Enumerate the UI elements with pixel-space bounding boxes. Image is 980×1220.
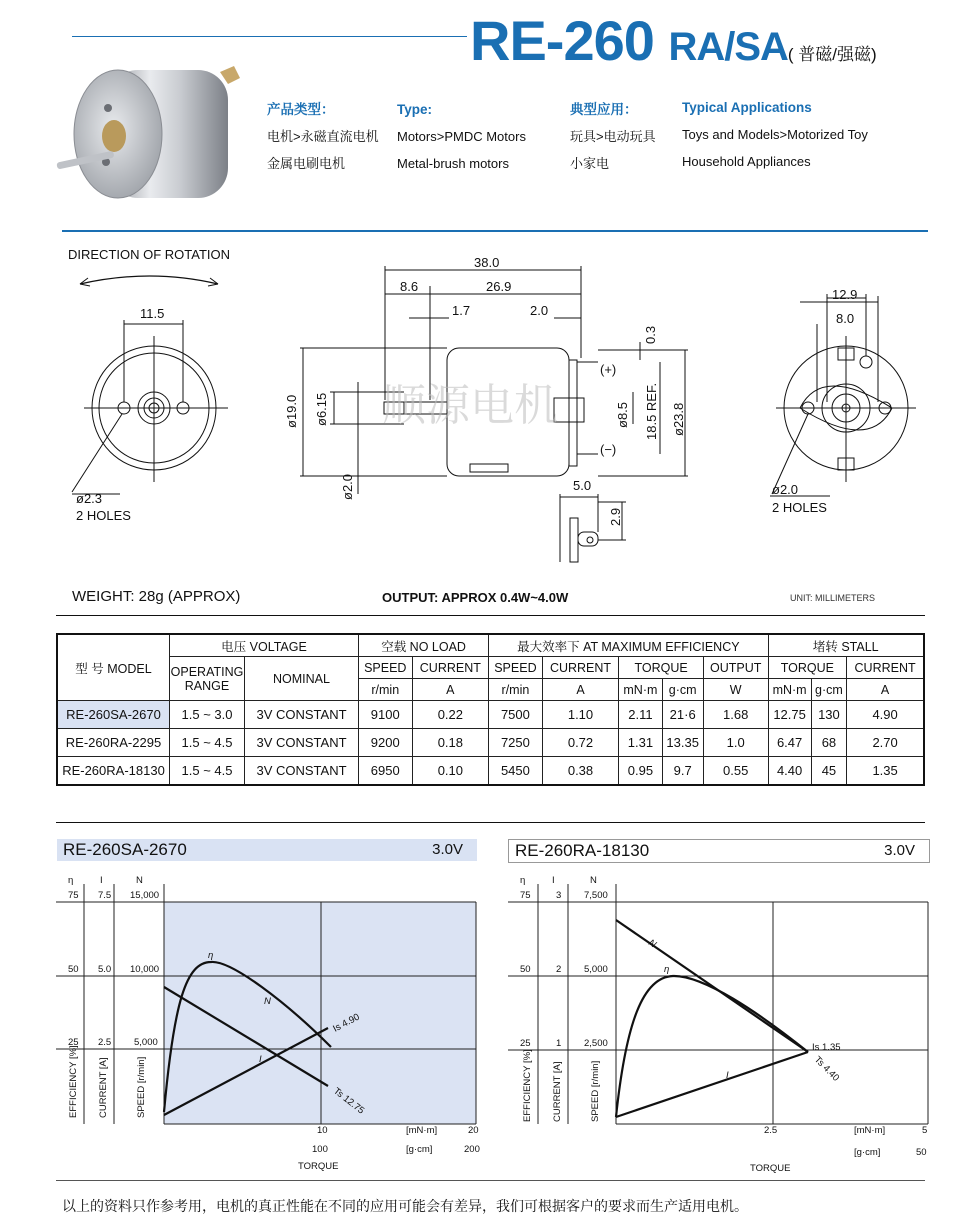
- x1-tick: 2.5: [764, 1125, 778, 1136]
- weight-text: WEIGHT: 28g (APPROX): [72, 588, 241, 605]
- applications-en: [682, 94, 868, 175]
- curve-i: I: [259, 1054, 262, 1065]
- table-cell: Metal-brush motors: [397, 156, 509, 171]
- curve-n: N: [646, 937, 659, 951]
- th-nominal: NOMINAL: [245, 657, 359, 701]
- cur-axis: CURRENT [A]: [98, 1057, 109, 1118]
- eta-tick: 50: [68, 964, 79, 975]
- table-cell: 0.22: [412, 701, 489, 729]
- th-model: 型 号 MODEL: [57, 634, 170, 701]
- th-speed: SPEED: [489, 657, 543, 679]
- table-cell: 小家电: [570, 156, 610, 171]
- table-cell: 0.18: [412, 729, 489, 757]
- table-row: [57, 701, 924, 729]
- right-holes-count: 2 HOLES: [772, 500, 827, 515]
- table-cell: 45: [811, 757, 847, 786]
- i-tick: 5.0: [98, 964, 112, 975]
- table-cell: 4.90: [847, 701, 924, 729]
- eff-axis: EFFICIENCY [%]: [68, 1045, 79, 1118]
- col-i: I: [552, 875, 555, 886]
- col-n: N: [590, 875, 597, 886]
- table-cell: 6.47: [768, 729, 811, 757]
- graphs-divider: [56, 822, 925, 823]
- output-text: OUTPUT: APPROX 0.4W~4.0W: [382, 590, 569, 605]
- table-cell: 3V CONSTANT: [245, 757, 359, 786]
- x1-tick: 20: [468, 1125, 479, 1136]
- unit-cell: g·cm: [811, 679, 847, 701]
- n-tick: 7,500: [584, 890, 608, 901]
- footer-rule: [56, 1180, 925, 1181]
- dim-19-0: ø19.0: [284, 394, 299, 428]
- table-cell: 130: [811, 701, 847, 729]
- table-cell: 0.95: [619, 757, 662, 786]
- table-cell: 1.5 ~ 3.0: [170, 701, 245, 729]
- table-cell: 6950: [359, 757, 413, 786]
- table-row: [57, 757, 924, 786]
- unit-cell: A: [847, 679, 924, 701]
- dim-5-0: 5.0: [573, 478, 592, 493]
- table-cell: RA/SA: [668, 25, 788, 69]
- th-current: CURRENT: [412, 657, 489, 679]
- applications-cn: [570, 96, 656, 177]
- x1-unit: [mN·m]: [854, 1125, 886, 1136]
- motor-photo: [48, 58, 248, 208]
- table-cell: 1.68: [703, 701, 768, 729]
- eta-tick: 25: [68, 1037, 79, 1048]
- dim-12-9: 12.9: [832, 287, 858, 302]
- dim-26-9: 26.9: [486, 279, 512, 294]
- page-title: [470, 8, 877, 73]
- table-cell: 金属电刷电机: [267, 156, 346, 171]
- unit-cell: A: [542, 679, 619, 701]
- table-cell: 3.0V: [884, 842, 915, 859]
- table-cell: Household Appliances: [682, 154, 811, 169]
- i-tick: 3: [556, 890, 562, 901]
- x-label: TORQUE: [298, 1161, 339, 1172]
- table-cell: OPERATING: [170, 664, 244, 679]
- i-tick: 7.5: [98, 890, 112, 901]
- x2-unit: [g·cm]: [406, 1144, 433, 1155]
- th-max-eff: 最大效率下 AT MAXIMUM EFFICIENCY: [489, 634, 768, 657]
- table-cell: 0.55: [703, 757, 768, 786]
- watermark: 顺源电机: [382, 381, 558, 430]
- graph1: [56, 872, 480, 1172]
- x-label: TORQUE: [750, 1163, 791, 1174]
- table-cell: 3V CONSTANT: [245, 729, 359, 757]
- th-voltage: 电压 VOLTAGE: [170, 634, 359, 657]
- table-cell: 5450: [489, 757, 543, 786]
- table-cell: Typical Applications: [682, 100, 812, 115]
- table-cell: Type:: [397, 102, 433, 117]
- table-cell: 7250: [489, 729, 543, 757]
- curve-n: N: [264, 996, 271, 1007]
- table-cell: 0.72: [542, 729, 619, 757]
- th-stall: 堵转 STALL: [768, 634, 924, 657]
- dim-8-5: ø8.5: [615, 401, 630, 428]
- table-cell: RE-260RA-2295: [57, 729, 170, 757]
- unit-text: UNIT: MILLIMETERS: [790, 593, 876, 603]
- eta-tick: 25: [520, 1038, 531, 1049]
- th-speed: SPEED: [359, 657, 413, 679]
- dimension-drawing: [0, 232, 980, 592]
- spd-axis: SPEED [r/min]: [590, 1060, 601, 1122]
- table-cell: 3.0V: [432, 841, 463, 858]
- table-cell: RE-260SA-2670: [63, 840, 187, 859]
- x2-tick: 50: [916, 1147, 927, 1158]
- table-cell: 1.5 ~ 4.5: [170, 729, 245, 757]
- table-cell: 4.40: [768, 757, 811, 786]
- left-holes-dia: ø2.3: [76, 491, 103, 506]
- header-rule: [72, 36, 467, 37]
- th-current: CURRENT: [542, 657, 619, 679]
- table-cell: RE-260: [470, 9, 654, 72]
- dim-38: 38.0: [474, 255, 500, 270]
- x2-tick: 100: [312, 1144, 328, 1155]
- table-cell: 2.70: [847, 729, 924, 757]
- ts-label: Ts 4.40: [811, 1054, 842, 1084]
- table-cell: 12.75: [768, 701, 811, 729]
- eta-tick: 75: [68, 890, 79, 901]
- n-tick: 15,000: [130, 890, 160, 901]
- spd-axis: SPEED [r/min]: [136, 1056, 147, 1118]
- n-tick: 5,000: [584, 964, 608, 975]
- table-cell: RE-260RA-18130: [57, 757, 170, 786]
- table-cell: RE-260RA-18130: [515, 841, 650, 860]
- table-cell: 1.0: [703, 729, 768, 757]
- curve-eta: η: [208, 950, 214, 961]
- graph2: [508, 872, 928, 1172]
- dim-8-0: 8.0: [836, 311, 855, 326]
- col-i: I: [100, 875, 103, 886]
- table-cell: 0.10: [412, 757, 489, 786]
- table-cell: 1.31: [619, 729, 662, 757]
- unit-cell: g·cm: [662, 679, 703, 701]
- table-cell: 9100: [359, 701, 413, 729]
- table-cell: 产品类型：: [267, 102, 335, 117]
- dim-0-3: 0.3: [643, 325, 658, 344]
- dim-18-5: 18.5 REF.: [644, 382, 659, 440]
- dim-1-7: 1.7: [452, 303, 471, 318]
- table-cell: ( 普磁/强磁): [787, 45, 877, 64]
- table-cell: 2.11: [619, 701, 662, 729]
- table-cell: RANGE: [184, 678, 230, 693]
- product-type-en: [397, 96, 526, 177]
- table-cell: 0.38: [542, 757, 619, 786]
- table-cell: 典型应用：: [570, 102, 638, 117]
- left-holes-count: 2 HOLES: [76, 508, 131, 523]
- eff-axis: EFFICIENCY [%]: [522, 1049, 533, 1122]
- table-cell: 1.35: [847, 757, 924, 786]
- col-n: N: [136, 875, 143, 886]
- unit-cell: W: [703, 679, 768, 701]
- th-torque: TORQUE: [619, 657, 704, 679]
- dim-11-5: 11.5: [140, 306, 165, 321]
- i-tick: 2.5: [98, 1037, 112, 1048]
- x2-tick: 200: [464, 1144, 480, 1155]
- eta-tick: 50: [520, 964, 531, 975]
- table-row: [57, 729, 924, 757]
- unit-cell: mN·m: [768, 679, 811, 701]
- eta-tick: 75: [520, 890, 531, 901]
- cur-axis: CURRENT [A]: [552, 1061, 563, 1122]
- i-tick: 1: [556, 1038, 562, 1049]
- summary-divider: [56, 615, 925, 616]
- table-cell: 1.10: [542, 701, 619, 729]
- dim-8-6: 8.6: [400, 279, 419, 294]
- curve-i: I: [726, 1070, 729, 1081]
- col-eta: η: [520, 875, 526, 886]
- th-output: OUTPUT: [703, 657, 768, 679]
- i-tick: 2: [556, 964, 562, 975]
- table-cell: 9.7: [662, 757, 703, 786]
- table-cell: 玩具>电动玩具: [570, 129, 656, 144]
- dim-23-8: ø23.8: [671, 402, 686, 436]
- table-cell: 7500: [489, 701, 543, 729]
- unit-cell: r/min: [359, 679, 413, 701]
- col-eta: η: [68, 875, 74, 886]
- th-no-load: 空载 NO LOAD: [359, 634, 489, 657]
- table-cell: 68: [811, 729, 847, 757]
- unit-cell: A: [412, 679, 489, 701]
- n-tick: 10,000: [130, 964, 160, 975]
- table-cell: 电机>永磁直流电机: [267, 129, 379, 144]
- table-cell: 9200: [359, 729, 413, 757]
- product-type-cn: [267, 96, 379, 177]
- table-cell: Toys and Models>Motorized Toy: [682, 127, 868, 142]
- is-label: Is 4.90: [331, 1011, 362, 1035]
- right-holes-dia: ø2.0: [772, 482, 799, 497]
- rotation-label: DIRECTION OF ROTATION: [68, 247, 231, 262]
- table-cell: 13.35: [662, 729, 703, 757]
- unit-cell: r/min: [489, 679, 543, 701]
- table-cell: RE-260SA-2670: [57, 701, 170, 729]
- graph1-header: [57, 839, 477, 861]
- table-cell: Motors>PMDC Motors: [397, 129, 526, 144]
- unit-cell: mN·m: [619, 679, 662, 701]
- graph2-header: [508, 839, 930, 863]
- x1-unit: [mN·m]: [406, 1125, 438, 1136]
- n-tick: 5,000: [134, 1037, 158, 1048]
- dim-2-0-v: ø2.0: [340, 473, 355, 500]
- table-cell: 3V CONSTANT: [245, 701, 359, 729]
- th-current: CURRENT: [847, 657, 924, 679]
- n-tick: 2,500: [584, 1038, 608, 1049]
- ts-label: Ts 12.75: [331, 1085, 367, 1117]
- th-torque: TORQUE: [768, 657, 847, 679]
- dim-2-9: 2.9: [608, 507, 623, 526]
- terminal-minus: (−): [600, 442, 617, 457]
- dim-2-0: 2.0: [530, 303, 549, 318]
- terminal-plus: (+): [600, 362, 617, 377]
- table-cell: 1.5 ~ 4.5: [170, 757, 245, 786]
- x1-tick: 5: [922, 1125, 928, 1136]
- x1-tick: 10: [317, 1125, 328, 1136]
- x2-unit: [g·cm]: [854, 1147, 881, 1158]
- table-cell: 21·6: [662, 701, 703, 729]
- th-operating-range: [170, 657, 245, 701]
- curve-eta: η: [664, 964, 670, 975]
- is-label: Is 1.35: [812, 1042, 841, 1053]
- dim-6-15: ø6.15: [314, 392, 329, 426]
- footer-note: 以上的资料只作参考用，电机的真正性能在不同的应用可能会有差异，我们可根据客户的要求而生产适用电机。: [62, 1199, 748, 1215]
- spec-table: [56, 633, 925, 786]
